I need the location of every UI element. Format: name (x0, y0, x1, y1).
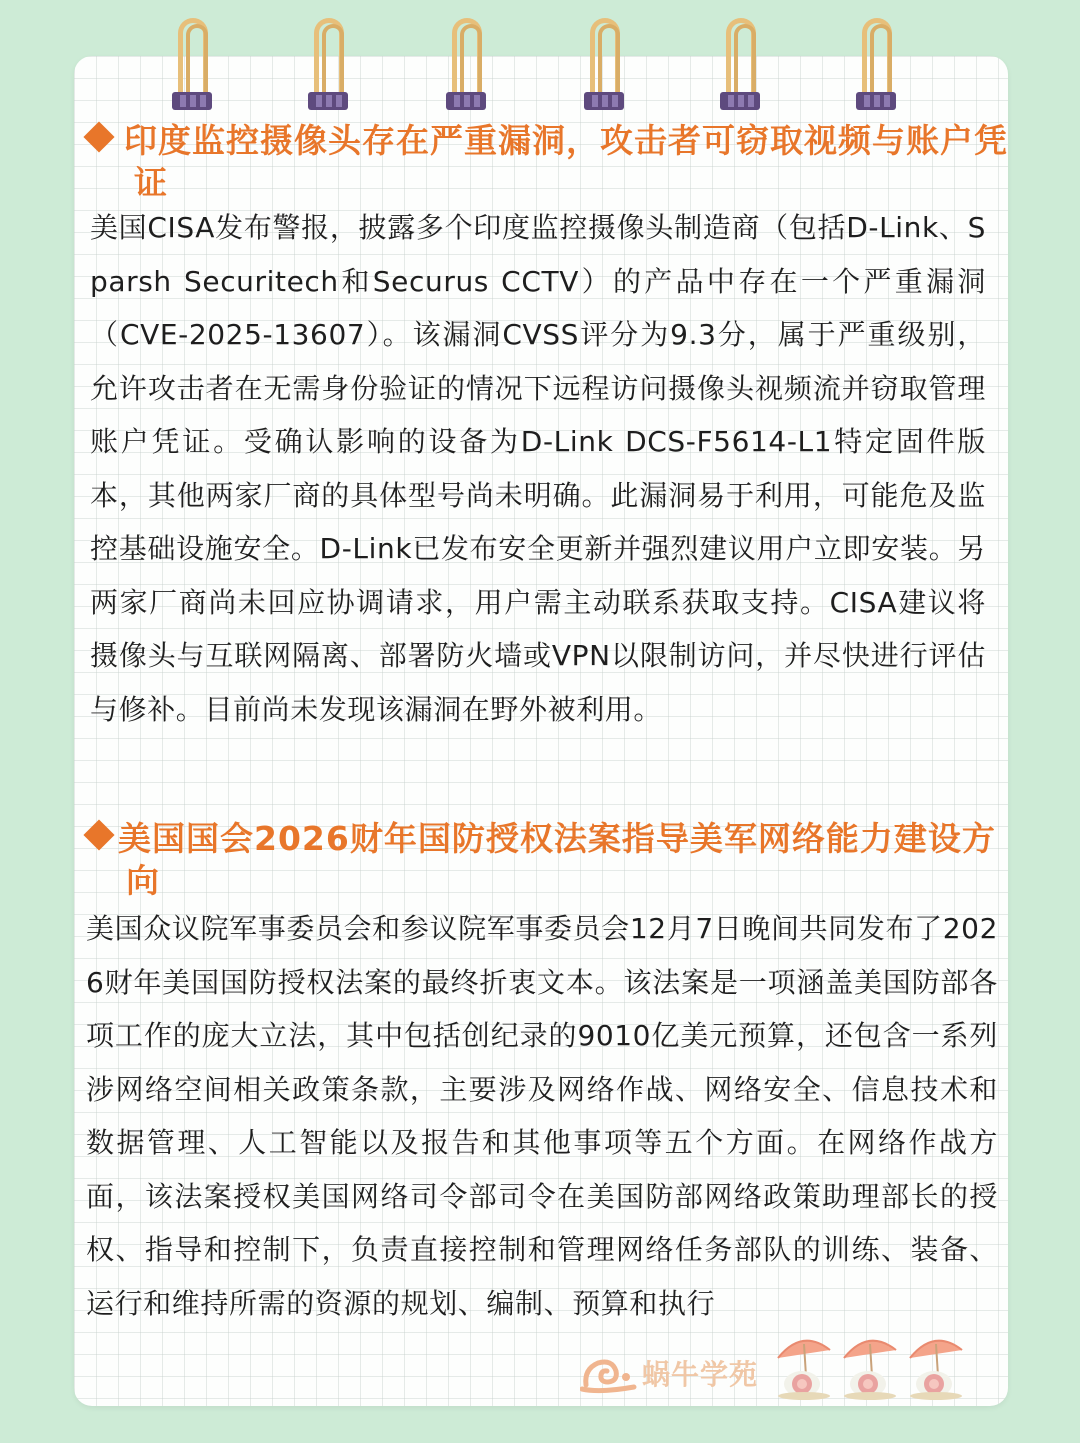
section-2-title-text: 美国国会2026财年国防授权法案指导美军网络能力建设方向 (118, 819, 996, 900)
binder-ring-icon (584, 18, 630, 112)
section-1-body: 美国CISA发布警报，披露多个印度监控摄像头制造商（包括D-Link、Sparsh Securitech和Securus CCTV）的产品中存在一个严重漏洞（CVE-2025-13607）。该漏洞CVSS评分为9.3分，属于严重级别，允许攻击者在无需身份验证的情况下远程访问摄像头视频流并窃取管理账户凭证。受确认影响的设备为D-Link DCS-F5614-L1特定固件版本，其他两家厂商的具体型号尚未明确。此漏洞易于利用，可能危及监控基础设施安全。D-Link已发布安全更新并强烈建议用户立即安装。另两家厂商尚未回应协调请求，用户需主动联系获取支持。CISA建议将摄像头与互联网隔离、部署防火墙或VPN以限制访问，并尽快进行评估与修补。目前尚未发现该漏洞在野外被利用。 (90, 211, 986, 726)
binder-ring-icon (308, 18, 354, 112)
diamond-bullet-icon (83, 121, 114, 152)
snail-umbrella-icon (838, 1332, 902, 1402)
snail-umbrella-icon (904, 1332, 968, 1402)
snail-umbrella-icon (772, 1332, 836, 1402)
binder-ring-icon (446, 18, 492, 112)
section-2-title (88, 818, 1016, 902)
section-2-body: 美国众议院军事委员会和参议院军事委员会12月7日晚间共同发布了2026财年美国国防授权法案的最终折衷文本。该法案是一项涵盖美国防部各项工作的庞大立法，其中包括创纪录的9010亿美元预算，还包含一系列涉网络空间相关政策条款，主要涉及网络作战、网络安全、信息技术和数据管理、人工智能以及报告和其他事项等五个方面。在网络作战方面，该法案授权美国网络司令部司令在美国防部网络政策助理部长的授权、指导和控制下，负责直接控制和管理网络任务部队的训练、装备、运行和维持所需的资源的规划、编制、预算和执行 (86, 912, 998, 1320)
snail-logo-icon (580, 1351, 638, 1395)
binder-ring-icon (720, 18, 766, 112)
section-1-title (88, 120, 1014, 204)
binder-ring-icon (172, 18, 218, 112)
section-1-title-text: 印度监控摄像头存在严重漏洞，攻击者可窃取视频与账户凭证 (124, 121, 1008, 202)
brand-logo (580, 1348, 758, 1398)
brand-name: 蜗牛学苑 (642, 1359, 759, 1390)
binder-ring-icon (856, 18, 902, 112)
diamond-bullet-icon (83, 819, 114, 850)
